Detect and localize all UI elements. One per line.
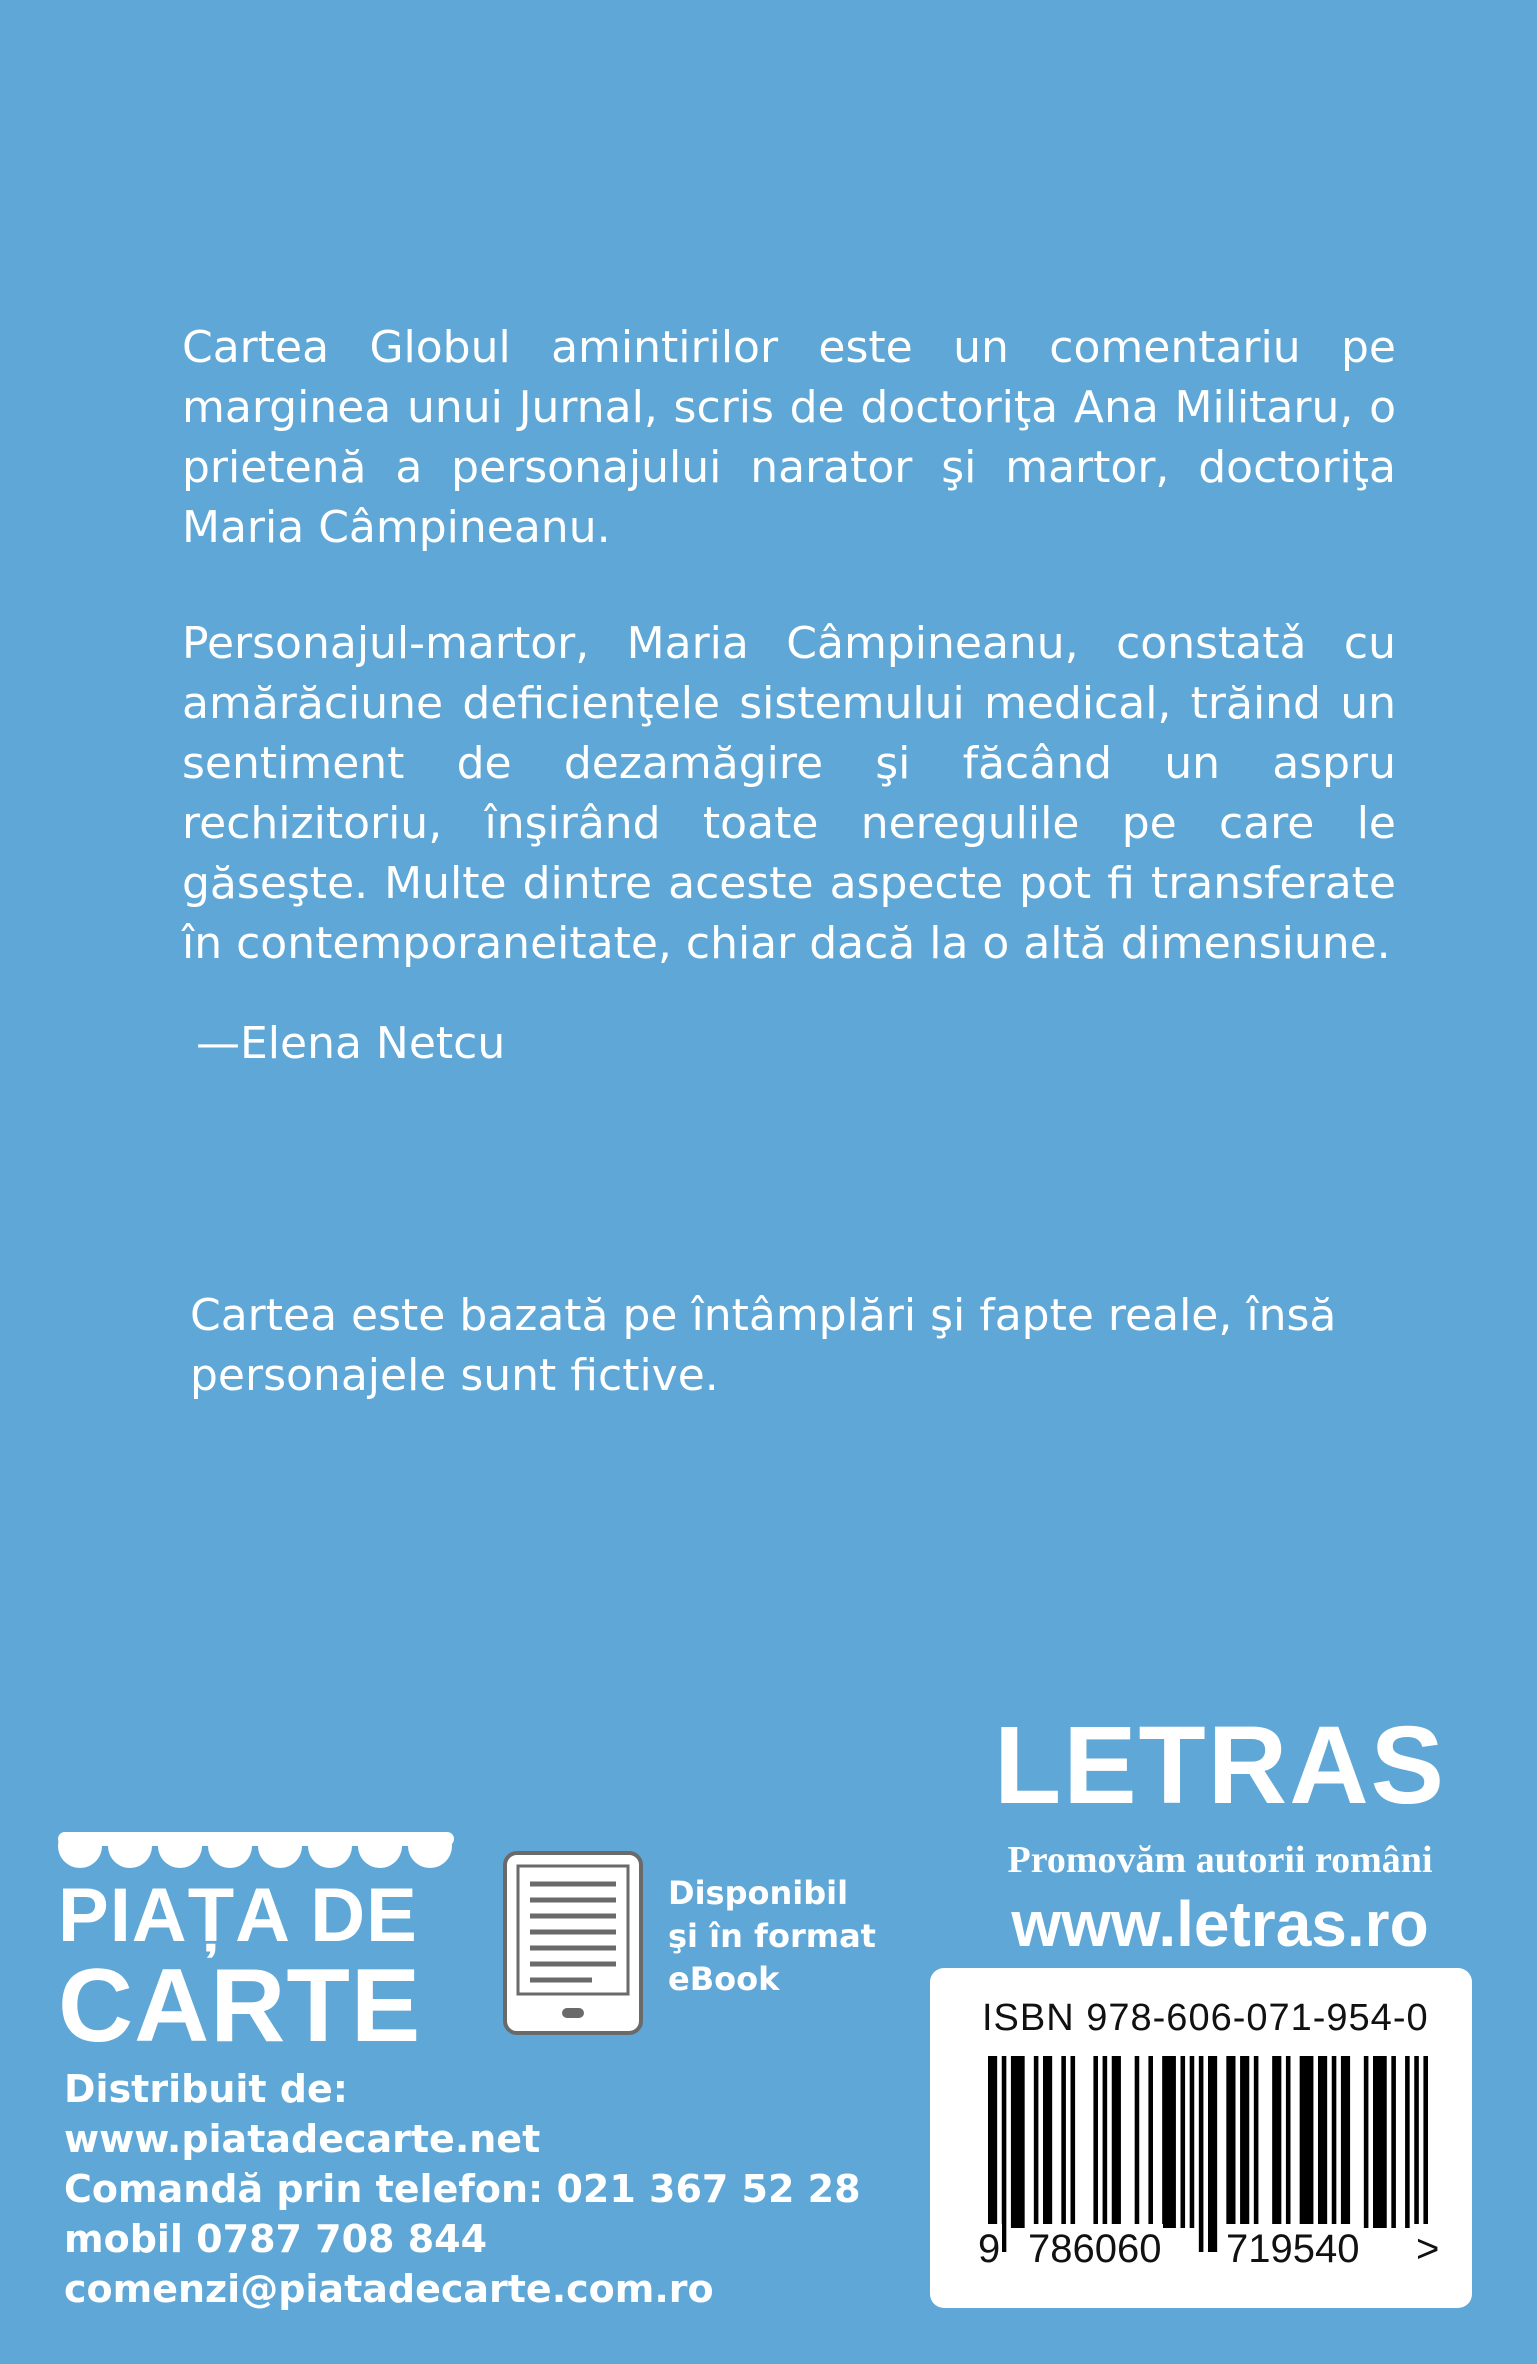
barcode-bar xyxy=(1135,2056,1140,2228)
blurb-paragraph-2: Personajul-martor, Maria Câmpineanu, constatǎ cu amărăciune deficienţele sistemului medical, trăind un sentiment de dezamăgire şi făcând un aspru rechizitoriu, înşirând toate neregulile pe care le găseşte. Multe dintre aceste aspecte pot fi transferate în contemporaneitate, chiar dacă la o altă dimensiune. xyxy=(182,618,1396,969)
barcode-bar xyxy=(1208,2056,1217,2252)
ebook-line-2: şi în format xyxy=(668,1917,876,1955)
letras-tagline: Promovăm autorii români xyxy=(1007,1839,1433,1881)
barcode-bar xyxy=(1341,2056,1350,2228)
barcode-bar xyxy=(1181,2056,1186,2228)
piata-logo-line-1: PIAȚA DE xyxy=(58,1873,418,1958)
piata-de-carte-logo xyxy=(58,1832,454,2064)
barcode-bar xyxy=(1318,2056,1327,2228)
barcode-bar xyxy=(1061,2056,1066,2228)
distrib-heading: Distribuit de: xyxy=(64,2067,348,2111)
barcode-bar xyxy=(1148,2056,1153,2228)
blurb-author: —Elena Netcu xyxy=(196,1018,506,1069)
barcode-bar xyxy=(1272,2056,1281,2228)
distrib-email: comenzi@piatadecarte.com.ro xyxy=(64,2267,714,2311)
barcode-bar xyxy=(1254,2056,1259,2228)
barcode-left-digits: 786060 xyxy=(1026,2224,1163,2274)
barcode-bar xyxy=(1190,2056,1195,2228)
barcode-bar xyxy=(1103,2056,1108,2228)
barcode-bar xyxy=(1071,2056,1076,2228)
barcode-bar xyxy=(1240,2056,1249,2228)
distrib-mobile: mobil 0787 708 844 xyxy=(64,2217,488,2261)
back-cover-blurb xyxy=(182,318,1396,1074)
barcode-bar xyxy=(1226,2056,1235,2228)
barcode-bar xyxy=(1405,2056,1410,2228)
barcode-bar xyxy=(1423,2056,1428,2252)
barcode-bar xyxy=(1332,2056,1337,2228)
barcode-bar xyxy=(988,2056,997,2252)
barcode-first-digit: 9 xyxy=(976,2224,1002,2274)
barcode-bar xyxy=(1391,2056,1396,2228)
barcode-bar xyxy=(1162,2056,1176,2228)
barcode-bar xyxy=(1034,2056,1039,2228)
blurb-paragraph-1: Cartea Globul amintirilor este un comentariu pe marginea unui Jurnal, scris de doctoriţa Ana Militaru, o prietenă a personajului narator şi martor, doctoriţa Maria Câmpineanu. xyxy=(182,322,1396,553)
letras-publisher xyxy=(960,1706,1480,1960)
barcode-bars-icon xyxy=(970,2056,1440,2252)
barcode-bar xyxy=(1300,2056,1314,2228)
barcode-bar xyxy=(1373,2056,1387,2228)
distrib-phone: Comandă prin telefon: 021 367 52 28 xyxy=(64,2167,861,2211)
barcode-bar xyxy=(1364,2056,1369,2228)
piata-logo-line-2: CARTE xyxy=(58,1948,422,2064)
barcode-bar xyxy=(1199,2056,1204,2252)
ebook-availability xyxy=(668,1872,908,2001)
barcode-digits xyxy=(970,2224,1440,2274)
letras-logo-title: LETRAS xyxy=(994,1704,1446,1827)
ereader-icon xyxy=(502,1850,644,2036)
isbn-label: ISBN 978-606-071-954-0 xyxy=(982,1997,1429,2039)
letras-url: www.letras.ro xyxy=(1011,1888,1429,1960)
barcode-right-digits: 719540 xyxy=(1224,2224,1361,2274)
barcode-bar xyxy=(1043,2056,1052,2228)
fiction-note: Cartea este bazată pe întâmplări şi fapte reale, însă personajele sunt fictive. xyxy=(190,1290,1337,1401)
barcode-bar xyxy=(1112,2056,1121,2228)
scallop-awning-icon xyxy=(58,1832,454,1874)
ebook-line-3: eBook xyxy=(668,1960,780,1998)
barcode-bar xyxy=(1093,2056,1098,2228)
isbn-barcode-panel xyxy=(930,1968,1472,2308)
barcode-arrow: > xyxy=(1414,2224,1441,2274)
barcode-bar xyxy=(1002,2056,1007,2252)
barcode-bar xyxy=(1414,2056,1419,2252)
barcode-bar xyxy=(1011,2056,1025,2228)
ebook-line-1: Disponibil xyxy=(668,1874,849,1912)
barcode-bar xyxy=(1286,2056,1291,2228)
distrib-website: www.piatadecarte.net xyxy=(64,2117,541,2161)
distributor-info xyxy=(64,2064,861,2314)
